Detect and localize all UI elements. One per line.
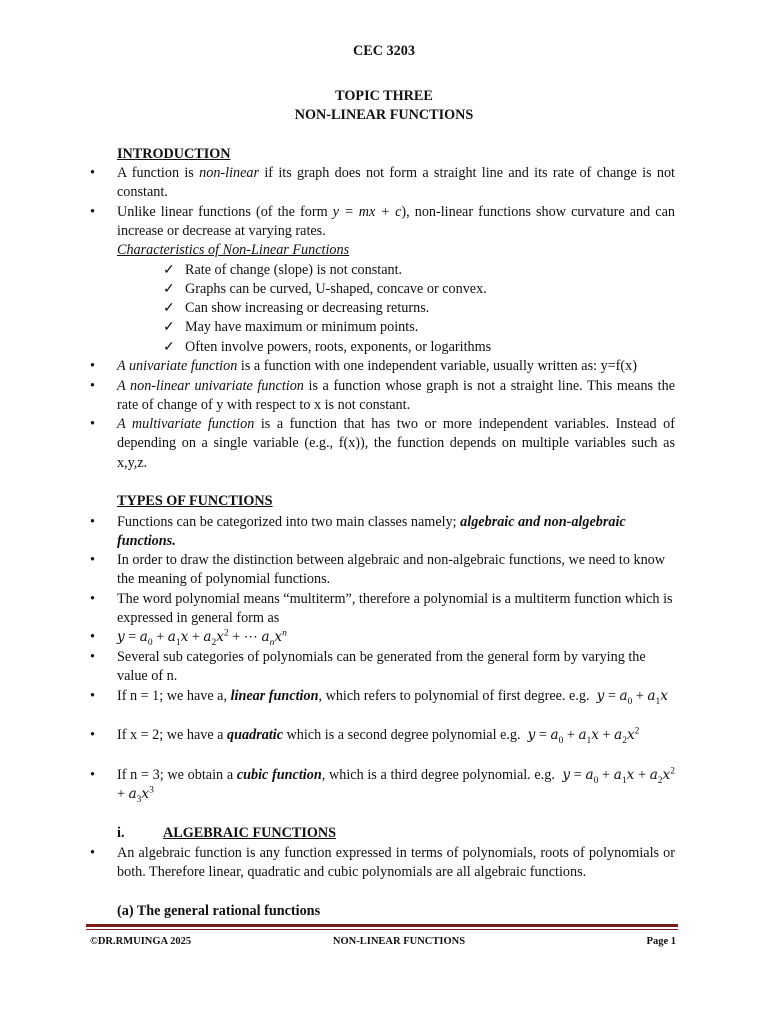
footer-rule	[86, 924, 678, 927]
algebraic-paragraph: • An algebraic function is any function expressed in terms of polynomials, roots of polynomials or both. Therefore linear, quadratic and cubic polynomials are all algebraic functions.	[117, 844, 675, 883]
cubic-function-item: • If n = 3; we obtain a cubic function, which is a third degree polynomial. e.g. $y = a_0 + a_1x + a_2x^2 + a_3x^3$	[117, 766, 675, 805]
quadratic-function-item: • If x = 2; we have a quadratic which is a second degree polynomial e.g. $y = a_0 + a_1x + a_2x^2$	[117, 726, 675, 745]
algebraic-heading: ALGEBRAIC FUNCTIONS	[163, 825, 337, 841]
intro-paragraph-1: • A function is non-linear if its graph does not form a straight line and its rate of change is not constant.	[117, 164, 675, 203]
footer-rule-thin	[86, 929, 678, 930]
nonlinear-univariate-definition: • A non-linear univariate function is a function whose graph is not a straight line. This means the rate of change of y with respect to x is not constant.	[117, 377, 675, 416]
checkmark-icon: ✓	[163, 300, 175, 316]
checkmark-icon: ✓	[163, 262, 175, 278]
page-title: NON-LINEAR FUNCTIONS	[294, 107, 474, 123]
checkmark-icon: ✓	[163, 319, 175, 335]
footer-title: NON-LINEAR FUNCTIONS	[332, 936, 466, 947]
intro-paragraph-2: • Unlike linear functions (of the form y = mx + c), non-linear functions show curvature and can increase or decrease at varying rates.	[117, 203, 675, 242]
rational-functions-subheading: (a) The general rational functions	[117, 903, 321, 919]
footer-copyright: ©DR.RMUINGA 2025	[90, 936, 192, 947]
types-paragraph-5: • Several sub categories of polynomials can be generated from the general form by varying the value of n.	[117, 648, 675, 687]
checkmark-icon: ✓	[163, 339, 175, 355]
types-paragraph-3: • The word polynomial means “multiterm”, therefore a polynomial is a multiterm function which is expressed in general form as	[117, 590, 675, 629]
footer-page-number: Page 1	[646, 936, 676, 947]
characteristic-item: ✓ Rate of change (slope) is not constant.	[163, 261, 402, 280]
types-paragraph-1: • Functions can be categorized into two main classes namely; algebraic and non-algebraic functions.	[117, 513, 675, 552]
multivariate-definition: • A multivariate function is a function that has two or more independent variables. Instead of depending on a single variable (e.g., f(x)), the function depends on multiple variables such as x,y,z.	[117, 415, 675, 473]
algebraic-numeral: i.	[117, 825, 125, 841]
characteristic-item: ✓ Graphs can be curved, U-shaped, concave or convex.	[163, 280, 487, 299]
topic-label: TOPIC THREE	[335, 88, 433, 104]
types-heading: TYPES OF FUNCTIONS	[117, 493, 273, 509]
types-paragraph-2: • In order to draw the distinction between algebraic and non-algebraic functions, we need to know the meaning of polynomial functions.	[117, 551, 675, 590]
univariate-definition: • A univariate function is a function with one independent variable, usually written as: y=f(x)	[117, 357, 675, 376]
characteristic-item: ✓ Can show increasing or decreasing returns.	[163, 299, 429, 318]
course-code: CEC 3203	[353, 43, 415, 59]
characteristics-title: Characteristics of Non-Linear Functions	[117, 242, 350, 258]
linear-function-item: • If n = 1; we have a, linear function, which refers to polynomial of first degree. e.g. $y = a_0 + a_1x$	[117, 687, 675, 706]
checkmark-icon: ✓	[163, 281, 175, 297]
characteristic-item: ✓ Often involve powers, roots, exponents, or logarithms	[163, 338, 491, 357]
polynomial-general-form: • $y = a_0 + a_1x + a_2x^2$ + ⋯ $a_nx^n$	[117, 628, 675, 647]
characteristic-item: ✓ May have maximum or minimum points.	[163, 318, 418, 337]
introduction-heading: INTRODUCTION	[117, 146, 231, 162]
